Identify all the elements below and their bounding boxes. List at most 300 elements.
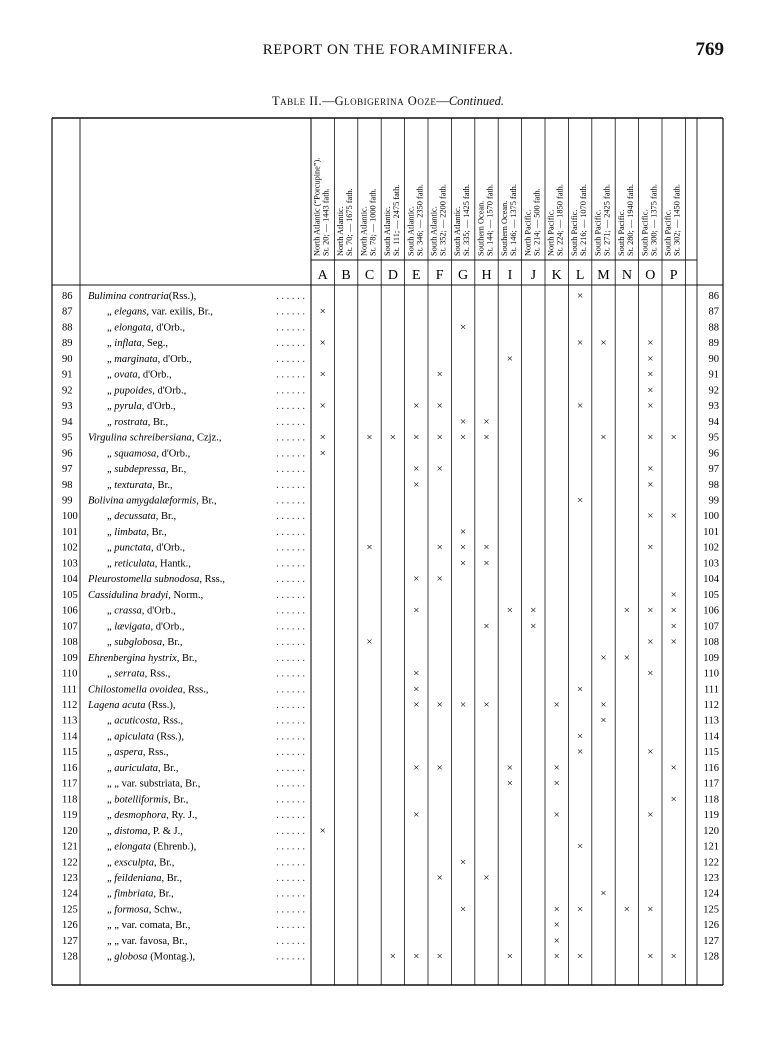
occurrence-mark: × <box>576 494 584 507</box>
row-number-right: 112 <box>703 699 719 711</box>
table-row <box>62 809 719 821</box>
occurrence-mark: × <box>506 761 514 774</box>
species-name <box>107 637 183 648</box>
station-letter: D <box>387 268 398 283</box>
author: , d'Orb., <box>157 353 192 365</box>
author: , Br., <box>158 762 179 774</box>
row-number: 91 <box>62 369 73 381</box>
table-row <box>62 762 719 774</box>
genus-species: serrata <box>114 668 145 680</box>
row-number: 86 <box>62 291 73 302</box>
row-number-right: 123 <box>703 873 719 885</box>
ditto-mark: „ <box>107 825 115 837</box>
genus-species: subdepressa <box>114 464 166 476</box>
species-name <box>107 669 170 680</box>
leader-dots: . . . . . . <box>276 920 305 932</box>
occurrence-mark: × <box>553 777 560 790</box>
station-letter: G <box>458 268 469 283</box>
row-number-right: 102 <box>703 542 719 554</box>
occurrence-mark: × <box>576 683 584 696</box>
row-number: 99 <box>62 495 73 507</box>
species-name <box>107 307 213 318</box>
caption-dash: — <box>436 94 449 108</box>
caption-table-label: Table II. <box>271 94 323 108</box>
species-name <box>87 574 225 585</box>
table-row <box>62 337 719 349</box>
species-name <box>107 448 190 459</box>
row-number: 90 <box>62 353 73 365</box>
station-depth-label: St. 302; — 1450 fath. <box>672 184 682 256</box>
station-letter: F <box>435 268 444 283</box>
table-row <box>62 573 720 585</box>
row-number: 114 <box>62 731 78 743</box>
station-depth-label: St. 216; — 1070 fath. <box>579 184 589 256</box>
caption-continued: Continued. <box>448 94 505 108</box>
author: , Br., <box>153 857 175 869</box>
occurrence-mark: × <box>436 368 443 381</box>
occurrence-mark: × <box>389 431 397 444</box>
row-number-right: 90 <box>708 353 719 365</box>
author: , Br., <box>162 637 183 649</box>
occurrence-mark: × <box>576 950 584 963</box>
row-number: 112 <box>62 699 78 711</box>
table-row <box>62 432 719 444</box>
occurrence-mark: × <box>553 919 560 932</box>
occurrence-mark: × <box>553 698 560 711</box>
row-number: 88 <box>62 322 73 334</box>
row-number: 107 <box>62 621 78 633</box>
occurrence-mark: × <box>647 463 654 476</box>
leader-dots: . . . . . . <box>276 699 305 711</box>
leader-dots: . . . . . . <box>276 951 305 963</box>
genus-species: lævigata <box>114 621 151 633</box>
species-name <box>107 826 183 837</box>
leader-dots: . . . . . . <box>276 448 305 460</box>
row-number-right: 94 <box>708 416 719 428</box>
row-number-right: 118 <box>703 794 719 806</box>
row-number: 118 <box>62 794 78 806</box>
ditto-mark: „ <box>107 401 115 413</box>
species-name <box>107 417 168 428</box>
occurrence-mark: × <box>436 541 443 554</box>
occurrence-mark: × <box>483 415 490 428</box>
occurrence-mark: × <box>670 620 677 633</box>
station-region-label: North Atlantic. <box>336 206 346 256</box>
occurrence-mark: × <box>670 636 677 649</box>
occurrence-mark: × <box>647 667 654 680</box>
occurrence-mark: × <box>530 620 537 633</box>
row-number: 119 <box>62 810 78 822</box>
row-number-right: 96 <box>708 448 719 460</box>
species-name <box>107 464 186 475</box>
row-number-right: 116 <box>703 762 719 774</box>
author: , Br., <box>167 794 189 806</box>
genus-species: marginata <box>114 353 158 365</box>
row-number-right: 95 <box>708 432 719 444</box>
station-letter: P <box>669 268 678 283</box>
table-row <box>62 872 719 884</box>
species-name <box>107 354 192 365</box>
occurrence-mark: × <box>319 400 326 413</box>
table-row <box>62 793 719 805</box>
genus-species: Cassidulina bradyi <box>88 589 169 601</box>
occurrence-mark: × <box>647 541 654 554</box>
occurrence-mark: × <box>553 950 560 963</box>
genus-species: Bolivina amygdalæformis <box>88 495 197 507</box>
species-name <box>88 291 196 302</box>
station-region-label: North Atlantic (“Porcupine”). <box>312 157 322 256</box>
occurrence-mark: × <box>576 337 584 350</box>
author: , Br., <box>147 416 169 428</box>
occurrence-mark: × <box>647 510 654 523</box>
table-row <box>62 542 719 554</box>
ditto-mark: „ <box>107 322 115 334</box>
occurrence-mark: × <box>459 541 467 554</box>
genus-species: pupoides <box>114 385 153 397</box>
station-depth-label: St. 20; — 1443 fath. <box>321 188 331 256</box>
row-number-right: 126 <box>703 920 719 932</box>
leader-dots: . . . . . . <box>276 526 305 538</box>
author: , d'Orb., <box>150 621 185 633</box>
row-number-right: 120 <box>703 825 719 837</box>
author: , Rss., <box>199 574 226 586</box>
genus-species: desmophora <box>114 810 167 822</box>
genus-species: fimbriata <box>114 888 154 900</box>
row-number: 122 <box>62 857 78 869</box>
genus-species: inflata <box>114 338 142 350</box>
species-name <box>107 322 185 333</box>
author: , Br., <box>161 873 182 885</box>
ditto-mark: „ <box>107 747 115 759</box>
genus-species: feildeniana <box>114 873 162 885</box>
station-region-label: South Pacific. <box>570 209 580 256</box>
row-number: 128 <box>62 951 78 963</box>
occurrence-mark: × <box>530 604 537 617</box>
occurrence-mark: × <box>459 431 467 444</box>
occurrence-mark: × <box>436 400 443 413</box>
species-name <box>107 621 184 632</box>
author: , Ry. J., <box>166 810 198 822</box>
occurrence-mark: × <box>459 856 467 869</box>
station-letter: H <box>481 268 492 283</box>
running-title: REPORT ON THE FORAMINIFERA. <box>262 42 514 58</box>
station-region-label: North Atlantic. <box>359 206 369 256</box>
occurrence-mark: × <box>483 431 490 444</box>
occurrence-mark: × <box>647 478 654 491</box>
species-name <box>107 779 200 790</box>
occurrence-mark: × <box>647 337 654 350</box>
species-name <box>88 495 217 506</box>
author: , Hantk., <box>154 558 191 570</box>
author: , Br., <box>153 888 174 900</box>
genus-species: Pleurostomella subnodosa <box>88 574 200 586</box>
ditto-mark: „ <box>107 306 115 318</box>
ditto-mark: „ „ <box>107 920 122 932</box>
row-number-right: 107 <box>703 621 719 633</box>
species-name <box>107 842 196 853</box>
ditto-mark: „ <box>107 605 115 617</box>
occurrence-mark: × <box>600 714 607 727</box>
occurrence-mark: × <box>319 431 326 444</box>
ditto-mark: „ <box>107 511 115 523</box>
station-region-label: South Pacific. <box>593 209 603 256</box>
table-row <box>62 668 719 680</box>
ditto-mark: „ <box>107 479 115 491</box>
row-number: 105 <box>62 589 78 601</box>
row-number-right: 101 <box>703 526 719 538</box>
author: , var. exilis, Br., <box>146 306 213 318</box>
species-name <box>107 716 183 727</box>
genus-species: elongata <box>114 841 152 853</box>
species-name <box>107 810 197 821</box>
table-row <box>62 605 719 617</box>
author: , Br., <box>176 652 198 664</box>
occurrence-mark: × <box>483 541 490 554</box>
leader-dots: . . . . . . <box>276 668 305 680</box>
species-name <box>107 527 167 538</box>
occurrence-mark: × <box>647 636 654 649</box>
table-row <box>62 321 719 333</box>
leader-dots: . . . . . . <box>276 495 305 507</box>
table-row <box>62 384 719 396</box>
ditto-mark: „ <box>107 873 115 885</box>
occurrence-mark: × <box>319 305 326 318</box>
caption-dash: — <box>322 94 335 108</box>
species-name <box>107 370 172 381</box>
ditto-mark: „ <box>107 637 115 649</box>
occurrence-mark: × <box>576 746 584 759</box>
table-row <box>62 306 719 318</box>
occurrence-mark: × <box>506 777 514 790</box>
row-number: 111 <box>62 684 77 696</box>
station-region-label: North Pacific. <box>523 209 533 256</box>
table-row <box>62 951 719 963</box>
species-name <box>107 936 187 947</box>
occurrence-mark: × <box>553 934 560 947</box>
row-number-right: 92 <box>708 385 719 397</box>
leader-dots: . . . . . . <box>276 794 305 806</box>
author: (Rss.), <box>168 291 197 302</box>
occurrence-mark: × <box>413 478 420 491</box>
author: , Rss., <box>182 684 209 696</box>
leader-dots: . . . . . . <box>276 479 305 491</box>
row-number: 115 <box>62 747 78 759</box>
row-number: 124 <box>62 888 78 900</box>
genus-species: punctata <box>114 542 152 554</box>
table-row <box>62 841 719 853</box>
station-depth-label: St. 78; — 1000 fath. <box>368 188 378 256</box>
row-number: 121 <box>62 841 78 853</box>
genus-species: elegans <box>114 306 147 318</box>
leader-dots: . . . . . . <box>276 762 305 774</box>
genus-species: crassa <box>114 605 142 617</box>
ditto-mark: „ <box>107 448 115 460</box>
occurrence-mark: × <box>483 620 490 633</box>
station-depth-label: St. 271; — 2425 fath. <box>602 184 612 256</box>
species-name <box>107 338 168 349</box>
station-depth-label: St. 280; — 1940 fath. <box>625 184 635 256</box>
row-number: 92 <box>62 385 73 397</box>
occurrence-mark: × <box>319 337 326 350</box>
occurrence-mark: × <box>436 872 443 885</box>
row-number-right: 110 <box>703 668 719 680</box>
occurrence-mark: × <box>576 730 584 743</box>
author: , d'Orb., <box>141 605 176 617</box>
occurrence-mark: × <box>553 903 560 916</box>
table-row <box>62 557 719 569</box>
row-number-right: 115 <box>703 747 719 759</box>
species-name <box>107 385 186 396</box>
row-number: 125 <box>62 904 78 916</box>
table-row <box>62 746 719 758</box>
table-row <box>62 888 720 900</box>
genus-species: decussata <box>114 511 156 523</box>
author: , d'Orb., <box>156 448 191 460</box>
ditto-mark: „ <box>107 621 115 633</box>
table-row <box>62 447 719 459</box>
row-number: 123 <box>62 873 78 885</box>
leader-dots: . . . . . . <box>276 825 305 837</box>
row-number-right: 127 <box>703 935 719 947</box>
occurrence-mark: × <box>670 510 677 523</box>
row-number: 109 <box>62 652 78 664</box>
station-depth-label: St. 146; — 1375 fath. <box>508 184 518 256</box>
occurrence-mark: × <box>413 950 420 963</box>
row-number: 102 <box>62 542 78 554</box>
species-name <box>107 904 182 915</box>
occurrence-mark: × <box>647 384 654 397</box>
table-row <box>62 652 719 664</box>
author: , Czjz., <box>191 432 222 444</box>
occurrence-mark: × <box>459 525 467 538</box>
row-number: 103 <box>62 558 78 570</box>
ditto-mark: „ <box>107 904 115 916</box>
occurrence-mark: × <box>576 903 584 916</box>
occurrence-mark: × <box>623 651 631 664</box>
occurrence-mark: × <box>319 368 326 381</box>
row-number: 127 <box>62 935 78 947</box>
station-depth-label: St. 144; — 1570 fath. <box>485 184 495 256</box>
table-row <box>62 416 720 428</box>
species-name <box>107 606 176 617</box>
row-number: 126 <box>62 920 78 932</box>
row-number-right: 103 <box>703 558 719 570</box>
genus-species: limbata <box>114 526 147 538</box>
genus-species: ovata <box>114 369 138 381</box>
ditto-mark: „ <box>107 338 115 350</box>
row-number-right: 104 <box>703 574 719 586</box>
ditto-mark: „ <box>107 353 115 365</box>
leader-dots: . . . . . . <box>276 291 305 302</box>
leader-dots: . . . . . . <box>276 637 305 649</box>
station-depth-label: St. 346; — 2350 fath. <box>415 184 425 256</box>
leader-dots: . . . . . . <box>276 306 305 318</box>
station-depth-label: St. 352; — 2200 fath. <box>438 184 448 256</box>
station-region-label: North Pacific. <box>546 209 556 256</box>
leader-dots: . . . . . . <box>276 857 305 869</box>
species-name <box>87 653 197 664</box>
occurrence-mark: × <box>600 337 607 350</box>
table-row <box>62 683 719 695</box>
row-number-right: 128 <box>703 951 719 963</box>
station-region-label: Southern Ocean. <box>499 200 509 256</box>
station-region-label: Southern Ocean. <box>476 200 486 256</box>
leader-dots: . . . . . . <box>276 542 305 554</box>
row-number-right: 105 <box>703 589 719 601</box>
species-name <box>107 920 190 931</box>
species-name <box>107 511 176 522</box>
species-name <box>107 794 188 805</box>
occurrence-mark: × <box>506 604 514 617</box>
occurrence-mark: × <box>319 824 326 837</box>
row-number-right: 98 <box>708 479 719 491</box>
leader-dots: . . . . . . <box>276 731 305 743</box>
genus-species: aspera <box>114 747 143 759</box>
occurrence-mark: × <box>576 290 584 302</box>
row-number-right: 122 <box>703 857 719 869</box>
ditto-mark: „ „ <box>107 778 122 790</box>
author: var. favosa, Br., <box>121 935 188 947</box>
table-row <box>62 825 719 837</box>
occurrence-mark: × <box>600 651 607 664</box>
occurrence-mark: × <box>647 368 654 381</box>
occurrence-mark: × <box>623 903 631 916</box>
table-row <box>62 620 719 632</box>
row-number: 108 <box>62 637 78 649</box>
author: , d'Orb., <box>151 542 186 554</box>
ditto-mark: „ <box>107 715 115 727</box>
occurrence-mark: × <box>670 604 677 617</box>
genus-species: reticulata <box>114 558 155 570</box>
genus-species: botelliformis <box>114 794 168 806</box>
author: , Br., <box>196 495 217 507</box>
occurrence-mark: × <box>413 667 420 680</box>
row-number: 89 <box>62 338 73 350</box>
table-row <box>62 526 719 538</box>
table-row <box>62 699 719 711</box>
species-name <box>107 401 176 412</box>
occurrence-mark: × <box>647 903 654 916</box>
table-row <box>62 856 719 868</box>
occurrence-mark: × <box>647 809 654 822</box>
station-depth-label: St. 335; — 1425 fath. <box>462 184 472 256</box>
occurrence-mark: × <box>459 415 467 428</box>
row-number: 93 <box>62 401 73 413</box>
occurrence-mark: × <box>436 573 443 586</box>
station-region-label: South Pacific. <box>640 209 650 256</box>
ditto-mark: „ <box>107 888 115 900</box>
row-number-right: 89 <box>708 338 719 350</box>
station-letter: O <box>645 268 656 283</box>
author: , Br., <box>155 511 177 523</box>
ditto-mark: „ <box>107 951 115 963</box>
author: (Montag.), <box>147 951 196 963</box>
leader-dots: . . . . . . <box>276 605 305 617</box>
row-number: 94 <box>62 416 73 428</box>
author: , Seg., <box>141 338 168 350</box>
occurrence-mark: × <box>483 698 490 711</box>
species-name <box>107 873 182 884</box>
occurrence-mark: × <box>670 793 677 806</box>
row-number-right: 125 <box>703 904 719 916</box>
row-number: 113 <box>62 715 78 727</box>
leader-dots: . . . . . . <box>276 652 305 664</box>
occurrence-mark: × <box>459 557 467 570</box>
table-row <box>62 463 719 475</box>
leader-dots: . . . . . . <box>276 369 305 381</box>
author: , Schw., <box>148 904 182 916</box>
genus-species: squamosa <box>114 448 157 460</box>
